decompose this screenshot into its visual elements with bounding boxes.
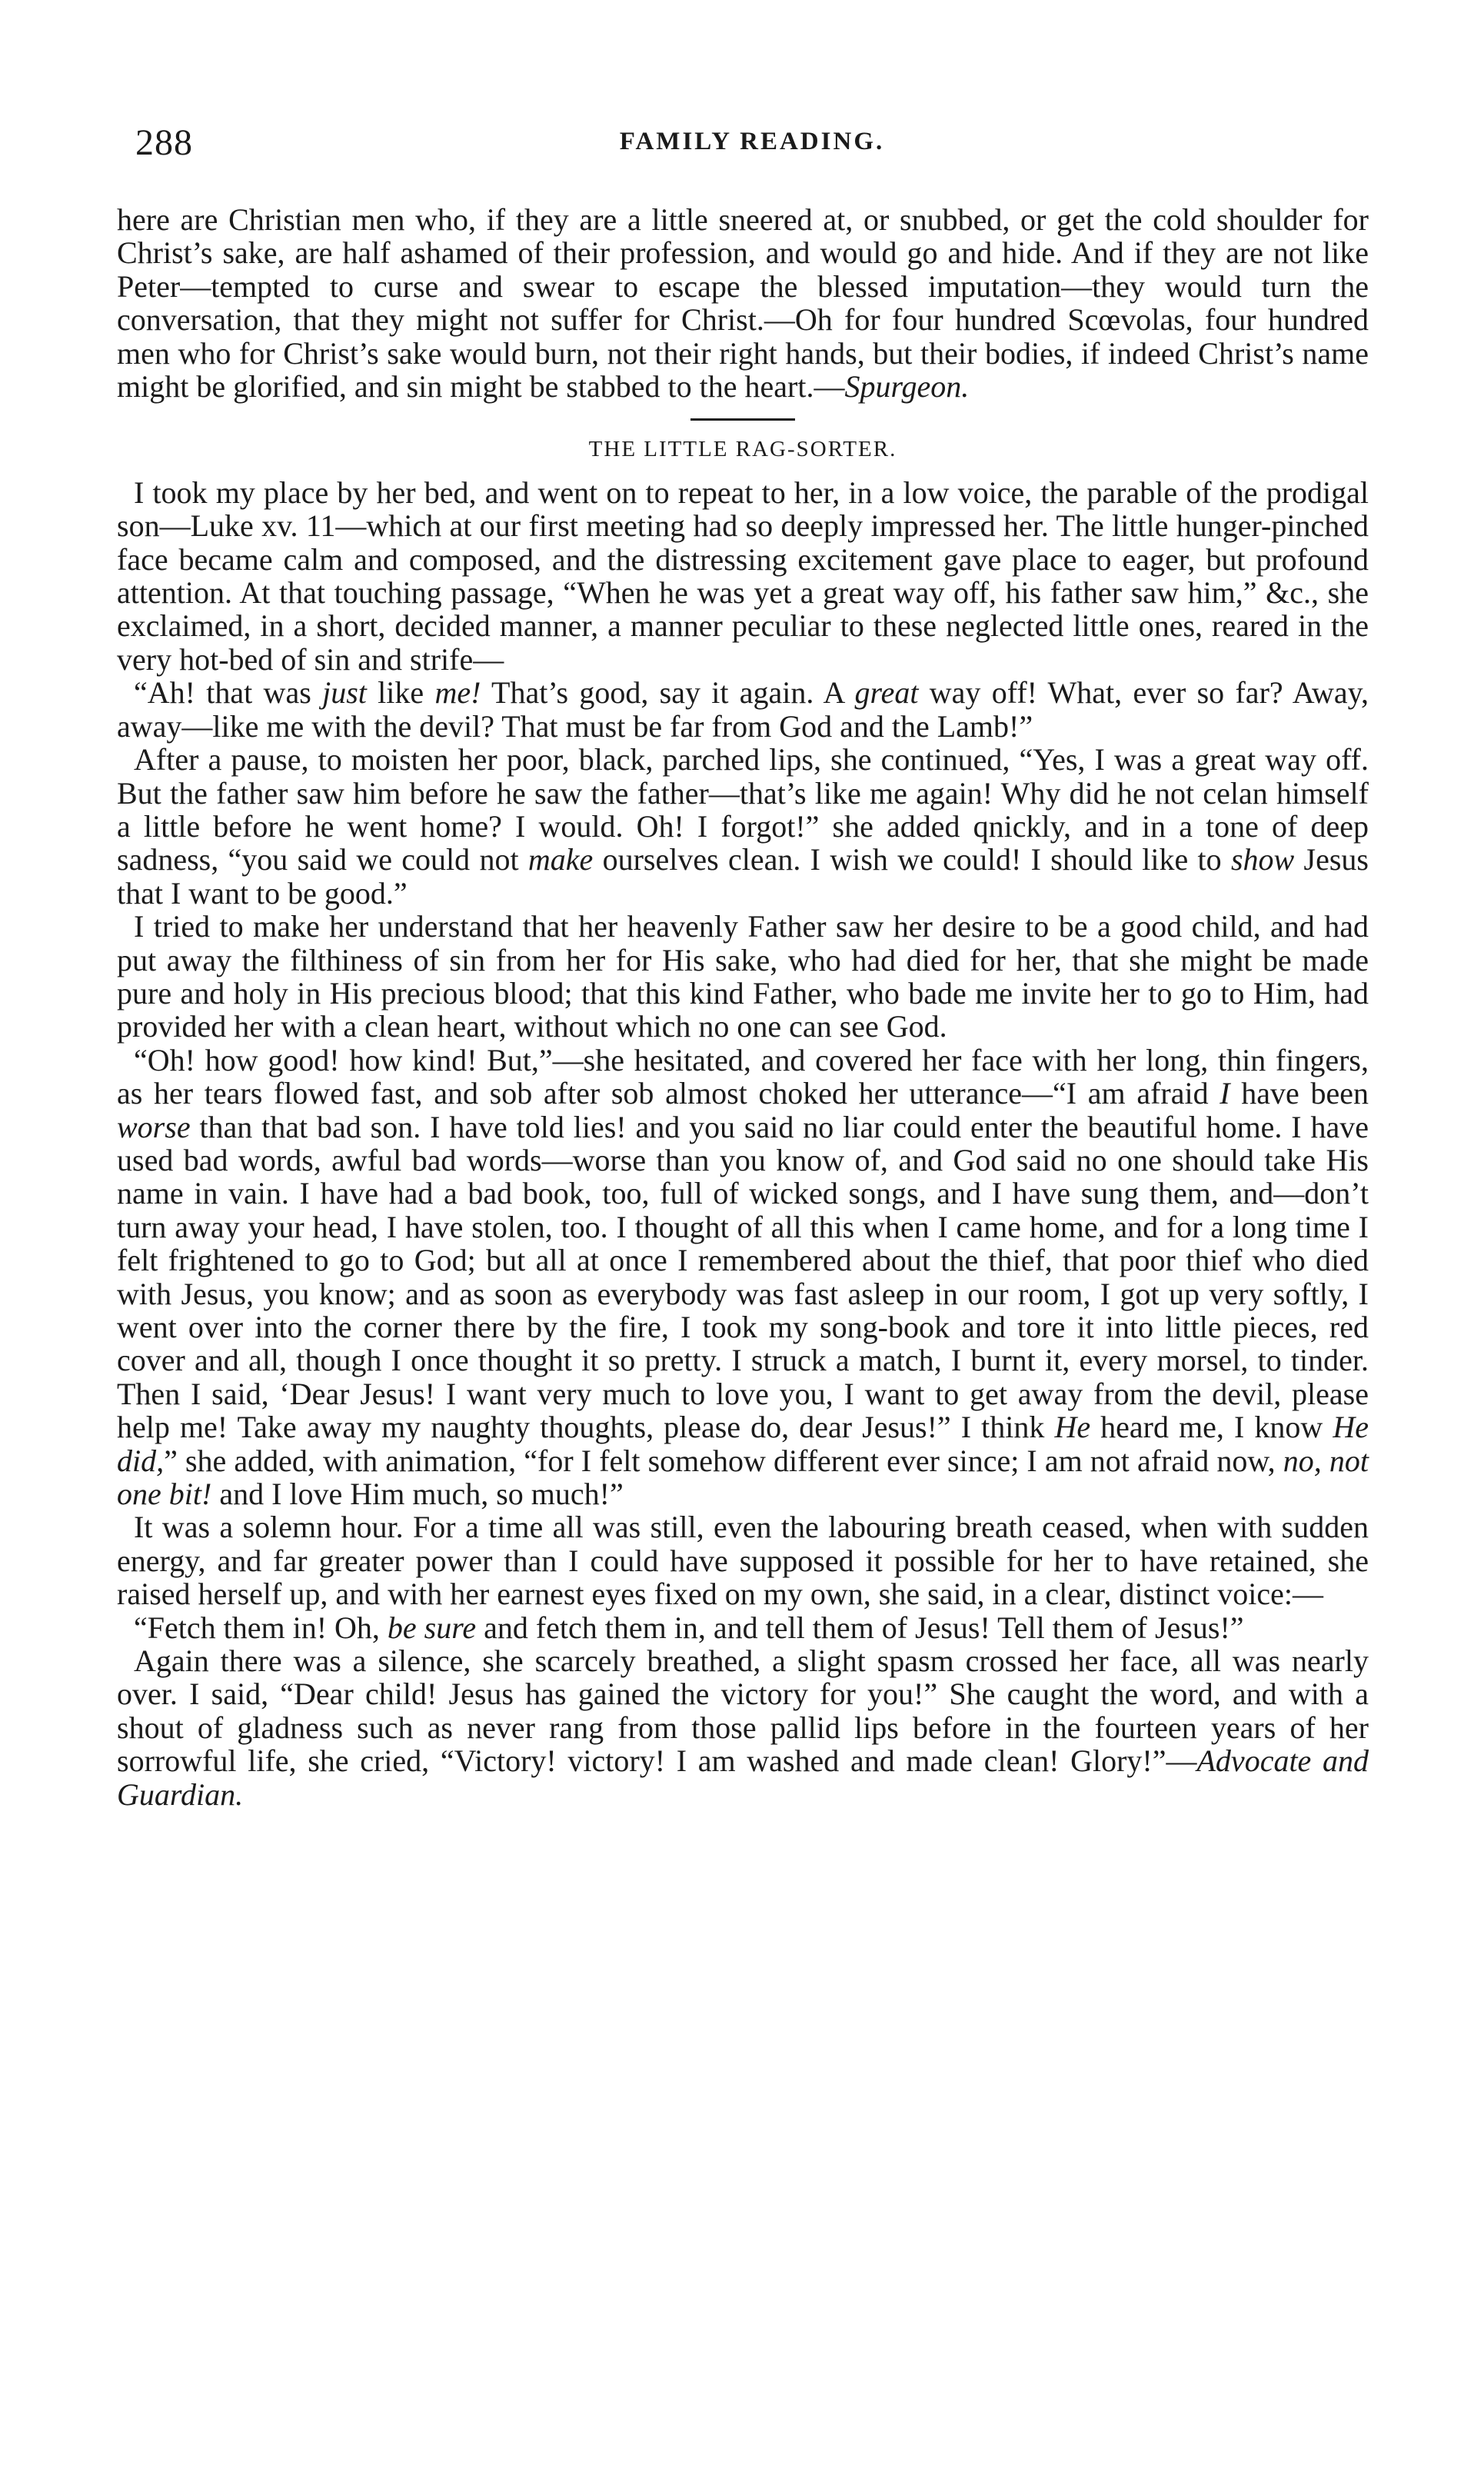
paragraph-2-text: That’s good, say it again. A bbox=[481, 675, 855, 711]
article-title: THE LITTLE RAG-SORTER. bbox=[588, 437, 897, 462]
paragraph-5-emphasis: worse bbox=[117, 1109, 191, 1144]
paragraph-2-emphasis: great bbox=[854, 675, 919, 711]
section-divider bbox=[690, 418, 795, 421]
paragraph-5-emphasis: He bbox=[1054, 1410, 1091, 1445]
paragraph-2-text: way off! What, ever so far? Away, away—like me with the devil? That must be far from God and the Lamb!” bbox=[117, 675, 1369, 744]
paragraph-5-emphasis: He did, bbox=[117, 1410, 1369, 1478]
paragraph-2-emphasis: just bbox=[322, 675, 367, 711]
paragraph-5-text: heard me, I know bbox=[1090, 1410, 1333, 1445]
paragraph-4: I tried to make her understand that her heavenly Father saw her desire to be a good child, and had put away the filthiness of sin from her for His sake, who had died for her, that she might be made pure and holy in His precious blood; that this kind Father, who bade me invite her to go to Him, had provided her with a clean heart, without which no one can see God. bbox=[117, 909, 1369, 1044]
paragraph-5-emphasis: I bbox=[1219, 1076, 1230, 1111]
paragraph-8-text: Again there was a silence, she scarcely breathed, a slight spasm crossed her face, all was nearly over. I said, “Dear child! Jesus has gained the victory for you!” She caught the word, and with a shout of gladness such as never rang from those pallid lips before in the fourteen years of her sorrowful life, she cried, “Victory! victory! I am washed and made clean! Glory!”— bbox=[117, 1643, 1369, 1779]
running-head: FAMILY READING. bbox=[619, 128, 885, 155]
paragraph-7-text: and fetch them in, and tell them of Jesus! Tell them of Jesus!” bbox=[476, 1610, 1244, 1645]
paragraph-5-text: have been bbox=[1229, 1076, 1369, 1111]
paragraph-5-emphasis: no, not one bit! bbox=[117, 1443, 1369, 1512]
paragraph-5-text: ” she added, with animation, “for I felt somehow different ever since; I am not afraid now, bbox=[164, 1443, 1283, 1478]
page-number: 288 bbox=[135, 122, 193, 163]
paragraph-2-text: “Ah! that was bbox=[134, 675, 323, 711]
paragraph-3-emphasis: make bbox=[527, 842, 594, 877]
paragraph-7-emphasis: be sure bbox=[387, 1610, 477, 1645]
intro-paragraph bbox=[117, 203, 1369, 403]
article-source: Advocate and Guardian. bbox=[117, 1743, 1369, 1812]
paragraph-2-emphasis: me! bbox=[434, 675, 481, 711]
paragraph-3-text: ourselves clean. I wish we could! I should like to bbox=[593, 842, 1231, 877]
paragraph-1: I took my place by her bed, and went on to repeat to her, in a low voice, the parable of the prodigal son—Luke xv. 11—which at our first meeting had so deeply impressed her. The little hunger-pinched face became calm and composed, and the distressing excitement gave place to eager, but profound attention. At that touching passage, “When he was yet a great way off, his father saw him,” &c., she exclaimed, in a short, decided manner, a manner peculiar to these neglected little ones, reared in the very hot-bed of sin and strife— bbox=[117, 474, 1369, 677]
page-body bbox=[117, 203, 1369, 1811]
paragraph-5-text: “Oh! how good! how kind! But,”—she hesitated, and covered her face with her long, thin fingers, as her tears flowed fast, and sob after sob almost choked her utterance—“I am afraid bbox=[117, 1042, 1369, 1111]
paragraph-3-text: After a pause, to moisten her poor, black, parched lips, she continued, “Yes, I was a great way off. But the father saw him before he saw the father—that’s like me again! Why did he not celan himself a little before he went home? I would. Oh! I forgot!” she added qnickly, and in a tone of deep sadness, “you said we could not bbox=[117, 742, 1369, 877]
paragraph-5 bbox=[117, 1044, 1369, 1511]
intro-text: here are Christian men who, if they are a little sneered at, or snubbed, or get the cold shoulder for Christ’s sake, are half ashamed of their profession, and would go and hide. And if they are not like Peter—tempted to curse and swear to escape the blessed imputation—they would turn the conversation, that they might not suffer for Christ.—Oh for four hundred Scœvolas, four hundred men who for Christ’s sake would burn, not their right hands, but their bodies, if indeed Christ’s name might be glorified, and sin might be stabbed to the heart.— bbox=[117, 202, 1369, 405]
paragraph-5-text: and I love Him much, so much!” bbox=[211, 1477, 624, 1512]
paragraph-2-text: like bbox=[366, 675, 435, 711]
paragraph-2 bbox=[117, 676, 1369, 743]
page-header bbox=[135, 122, 1369, 168]
paragraph-3 bbox=[117, 743, 1369, 910]
paragraph-6: It was a solemn hour. For a time all was still, even the labouring breath ceased, when with sudden energy, and far greater power than I could have supposed it possible for her to have retained, she raised herself up, and with her earnest eyes fixed on my own, she said, in a clear, distinct voice:— bbox=[117, 1510, 1369, 1612]
paragraph-3-emphasis: show bbox=[1230, 842, 1295, 877]
paragraph-7 bbox=[117, 1611, 1369, 1644]
paragraph-8 bbox=[117, 1644, 1369, 1811]
paragraph-7-text: “Fetch them in! Oh, bbox=[134, 1610, 388, 1645]
intro-source: Spurgeon. bbox=[844, 369, 970, 405]
paragraph-3-text: Jesus that I want to be good.” bbox=[117, 842, 1369, 911]
paragraph-5-text: than that bad son. I have told lies! and you said no liar could enter the beautiful home. I have used bad words, awful bad words—worse than you know of, and God said no one should take His name in vain. I have had a bad book, too, full of wicked songs, and I have sung them, and—don’t turn away your head, I have stolen, too. I thought of all this when I came home, and for a long time I felt frightened to go to God; but all at once I remembered about the thief, that poor thief who died with Jesus, you know; and as soon as everybody was fast asleep in our room, I got up very softly, I went over into the corner there by the fire, I took my song-book and tore it into little pieces, red cover and all, though I once thought it so pretty. I struck a match, I burnt it, every morsel, to tinder. Then I said, ‘Dear Jesus! I want very much to love you, I want to get away from the devil, please help me! Take away my naughty thoughts, please do, dear Jesus!” I think bbox=[117, 1109, 1369, 1445]
